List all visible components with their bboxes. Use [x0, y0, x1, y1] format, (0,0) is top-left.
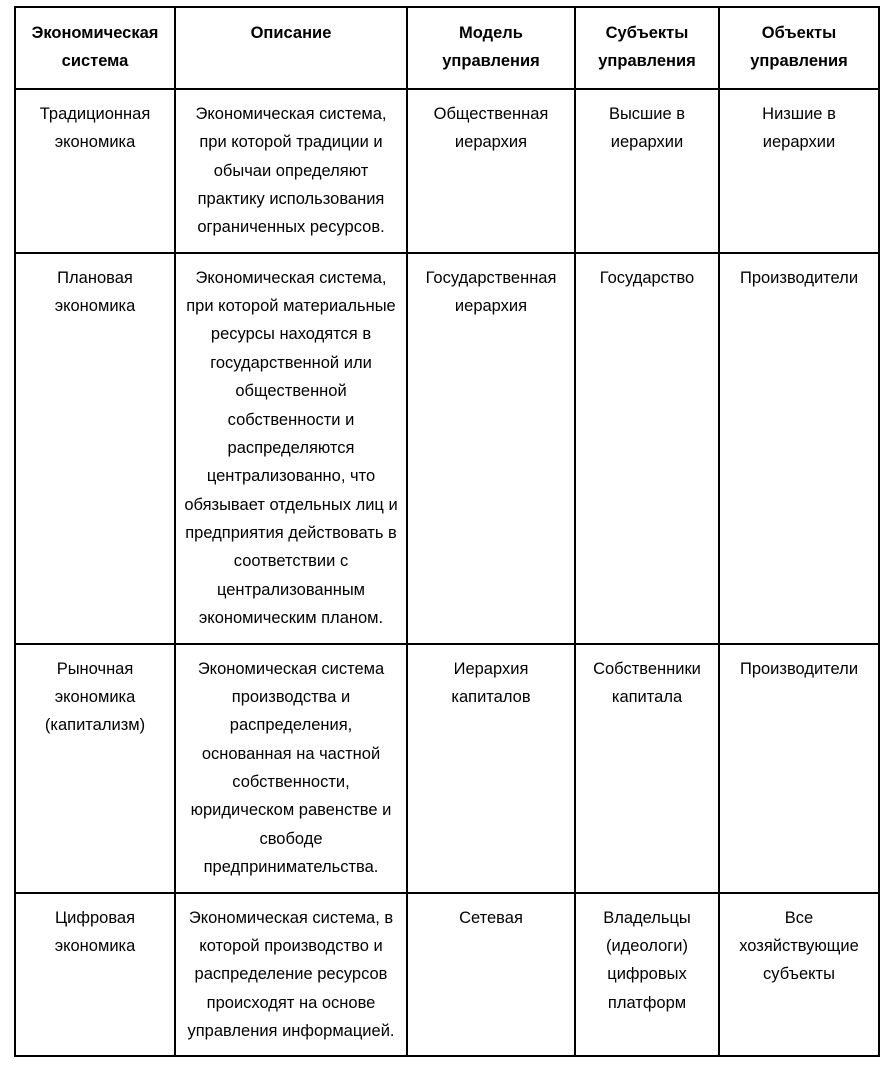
- column-header-objects: Объекты управления: [719, 7, 879, 89]
- cell-subjects: Государство: [575, 253, 719, 644]
- cell-objects: Производители: [719, 644, 879, 893]
- cell-description: Экономическая система производства и распределения, основанная на частной собственности, юридическом равенстве и свободе предпринимательства.: [175, 644, 407, 893]
- cell-objects: Низшие в иерархии: [719, 89, 879, 253]
- column-header-description: Описание: [175, 7, 407, 89]
- column-header-subjects: Субъекты управления: [575, 7, 719, 89]
- cell-description: Экономическая система, при которой традиции и обычаи определяют практику использования ограниченных ресурсов.: [175, 89, 407, 253]
- cell-objects: Все хозяйствующие субъекты: [719, 893, 879, 1057]
- table-row: [15, 644, 879, 893]
- cell-subjects: Владельцы (идеологи) цифровых платформ: [575, 893, 719, 1057]
- table-row: [15, 253, 879, 644]
- cell-model: Сетевая: [407, 893, 575, 1057]
- cell-description: Экономическая система, при которой материальные ресурсы находятся в государственной или общественной собственности и распределяются централизованно, что обязывает отдельных лиц и предприятия действовать в соответствии с централизованным экономическим планом.: [175, 253, 407, 644]
- cell-system: Рыночная экономика (капитализм): [15, 644, 175, 893]
- cell-system: Традиционная экономика: [15, 89, 175, 253]
- column-header-system: Экономическая система: [15, 7, 175, 89]
- cell-objects: Производители: [719, 253, 879, 644]
- cell-model: Иерархия капиталов: [407, 644, 575, 893]
- cell-subjects: Собственники капитала: [575, 644, 719, 893]
- cell-model: Общественная иерархия: [407, 89, 575, 253]
- economic-systems-table: [14, 6, 880, 1057]
- table-header-row: [15, 7, 879, 89]
- table-body: [15, 89, 879, 1057]
- cell-description: Экономическая система, в которой производство и распределение ресурсов происходят на основе управления информацией.: [175, 893, 407, 1057]
- column-header-model: Модель управления: [407, 7, 575, 89]
- table-row: [15, 89, 879, 253]
- table-header: [15, 7, 879, 89]
- cell-model: Государственная иерархия: [407, 253, 575, 644]
- cell-subjects: Высшие в иерархии: [575, 89, 719, 253]
- table-row: [15, 893, 879, 1057]
- cell-system: Цифровая экономика: [15, 893, 175, 1057]
- cell-system: Плановая экономика: [15, 253, 175, 644]
